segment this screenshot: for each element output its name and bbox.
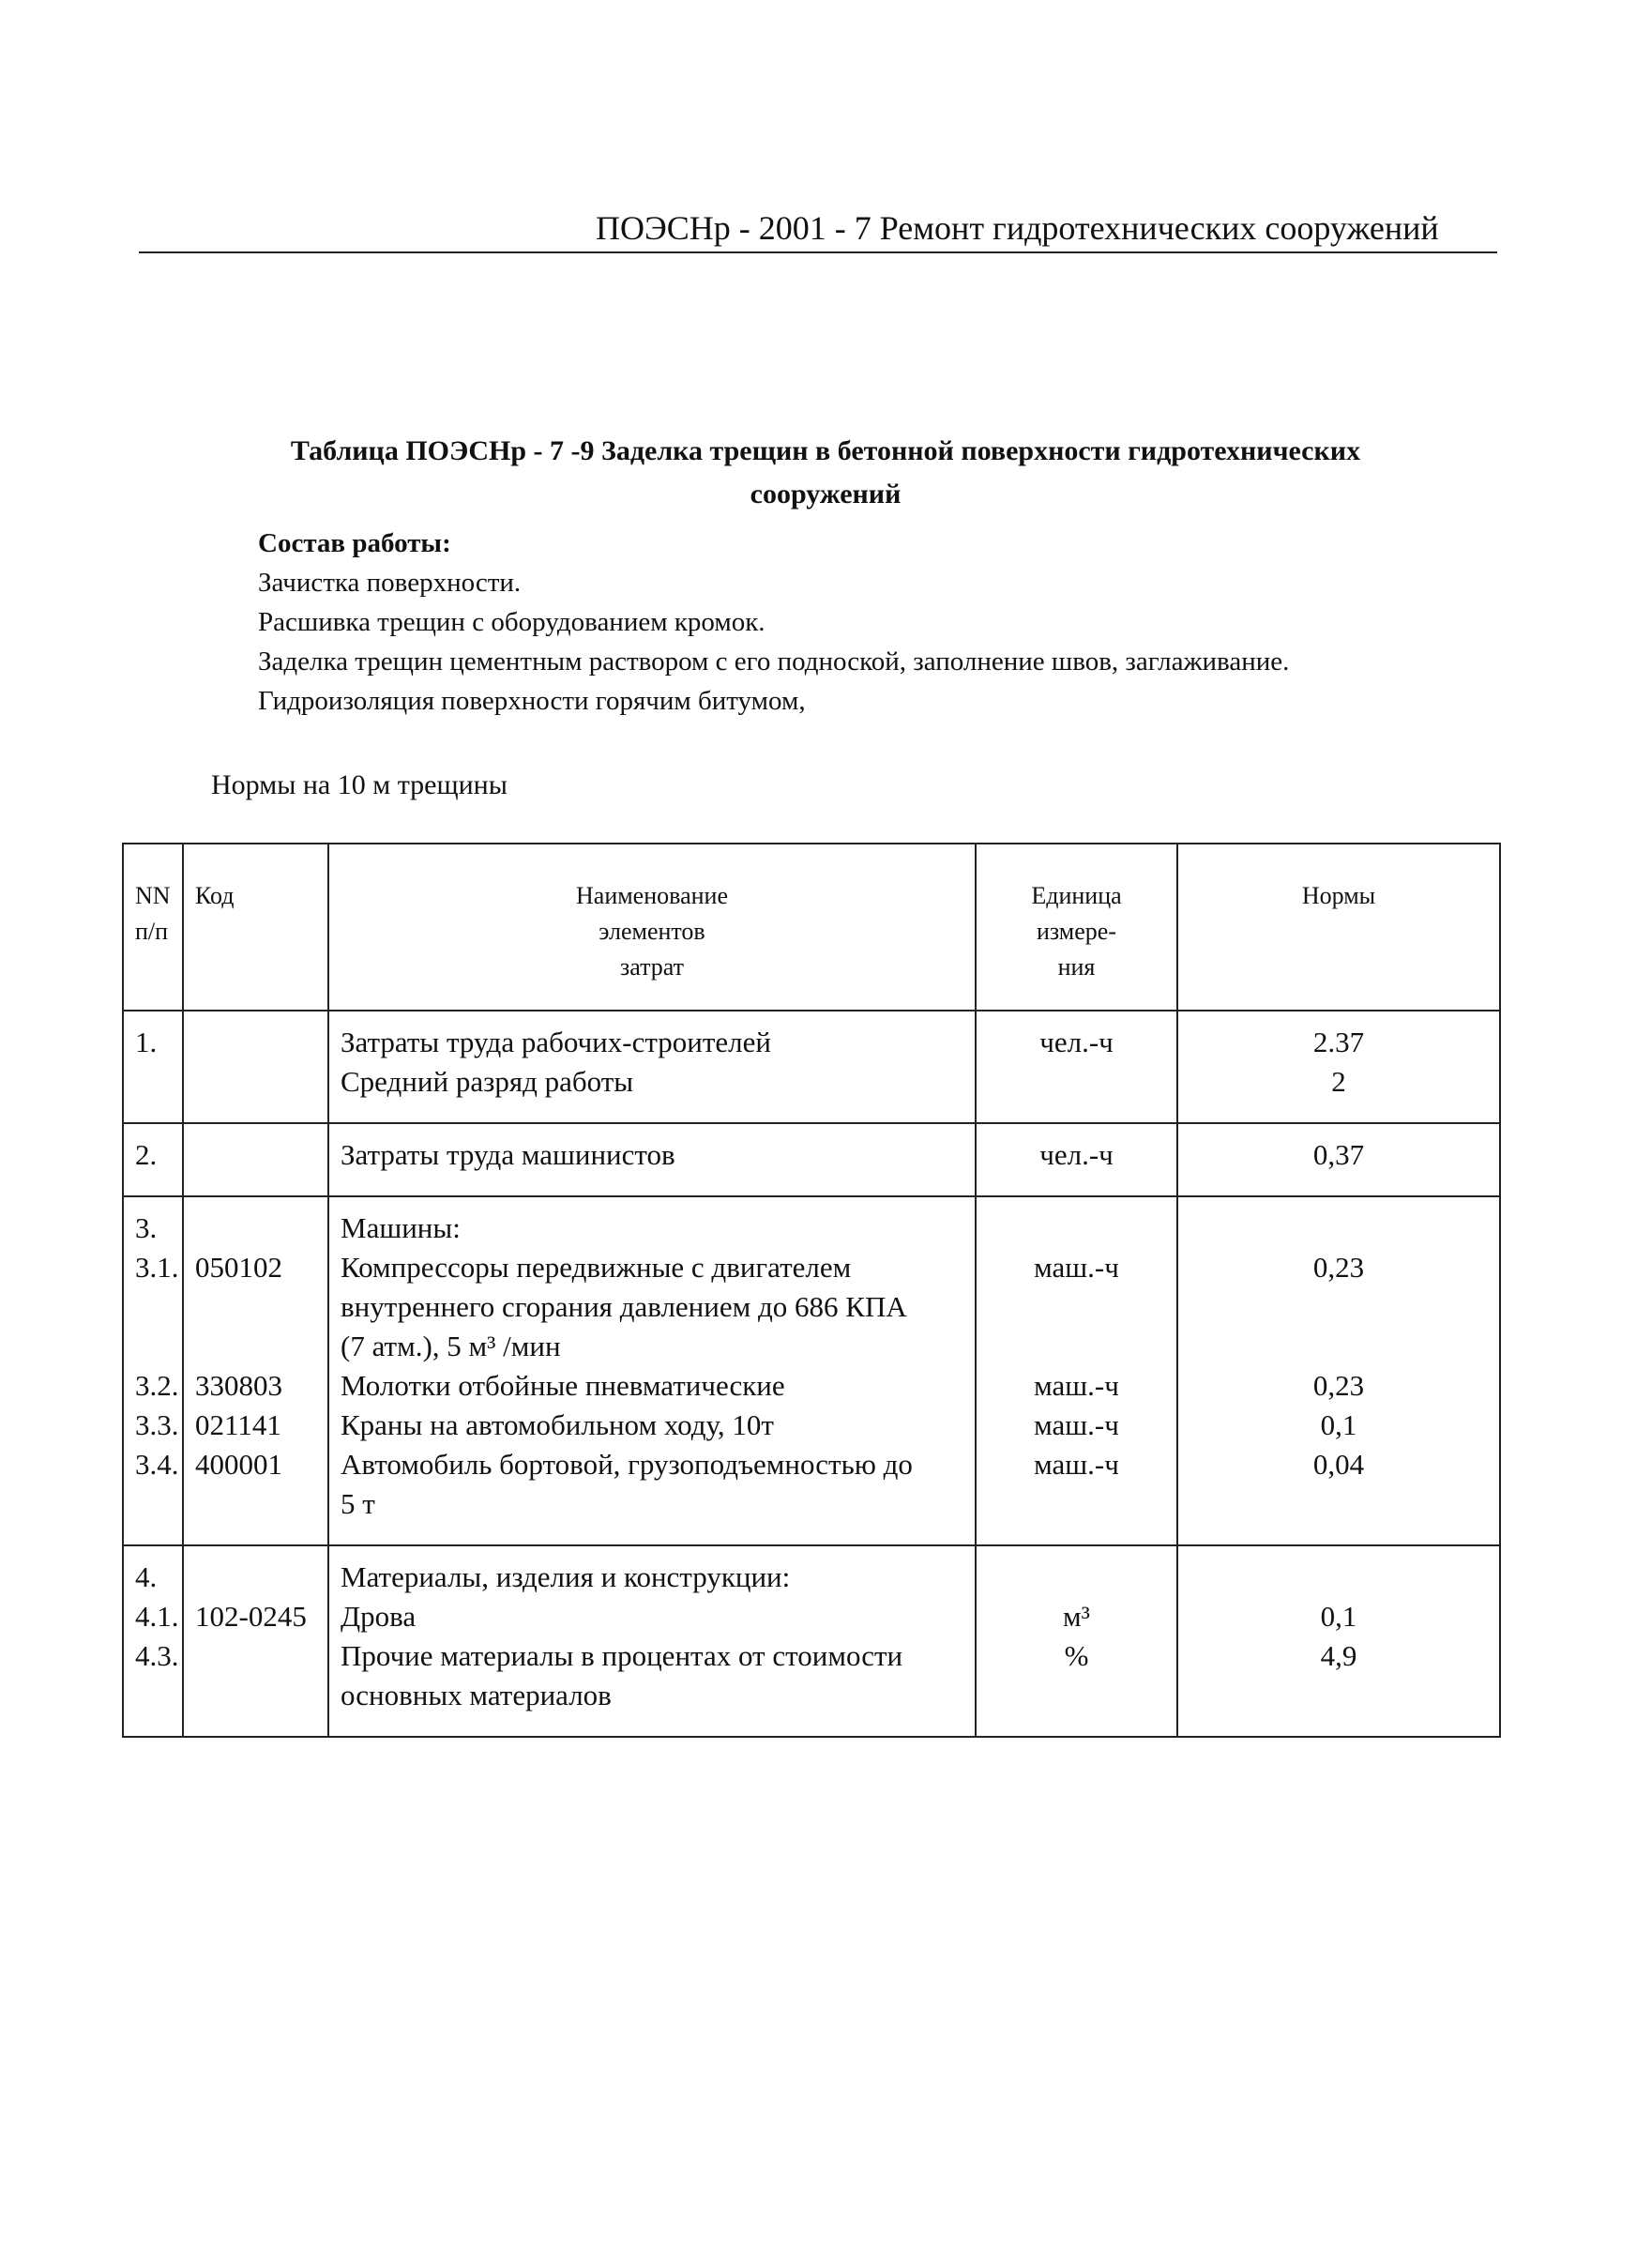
cell-line: маш.-ч <box>1034 1251 1119 1284</box>
cell-line: Автомобиль бортовой, грузоподъемностью до <box>341 1448 913 1481</box>
cell-line: 2.37 <box>1312 1026 1365 1058</box>
cell-line: Затраты труда машинистов <box>341 1138 675 1171</box>
cell-line: маш.-ч <box>1034 1369 1119 1402</box>
cell-line: Компрессоры передвижные с двигателем <box>341 1251 852 1284</box>
cell-line <box>1190 1327 1488 1366</box>
cell-line: 2. <box>135 1138 158 1171</box>
cell-line <box>195 1209 316 1248</box>
cell-line: Прочие материалы в процентах от стоимости <box>341 1639 903 1672</box>
cell-line: 0,37 <box>1312 1138 1365 1171</box>
header-line: затрат <box>619 953 685 981</box>
cell-unit <box>976 1545 1177 1737</box>
work-item: Расшивка трещин с оборудованием кромок. <box>258 607 765 637</box>
work-composition <box>258 524 1289 721</box>
column-header-norm <box>1177 844 1500 1011</box>
cell-num <box>123 1545 183 1737</box>
cell-norm <box>1177 1196 1500 1545</box>
header-line: ния <box>1057 953 1096 981</box>
cell-line: 0,23 <box>1312 1369 1365 1402</box>
cell-code <box>183 1196 328 1545</box>
table-title <box>178 430 1473 516</box>
cell-line: 5 т <box>341 1487 375 1520</box>
column-header-num <box>123 844 183 1011</box>
cell-unit <box>976 1123 1177 1196</box>
cell-line: чел.-ч <box>1039 1138 1114 1171</box>
header-line: Код <box>195 882 235 909</box>
cell-name <box>328 1123 976 1196</box>
cell-line: 102-0245 <box>195 1600 307 1633</box>
header-line: NN <box>135 882 171 909</box>
cell-line: Дрова <box>341 1600 417 1633</box>
cell-num <box>123 1011 183 1123</box>
cell-line <box>195 1327 316 1366</box>
cell-line <box>1190 1209 1488 1248</box>
cell-line <box>1190 1558 1488 1597</box>
cell-line: 2 <box>1331 1065 1346 1098</box>
cell-line <box>135 1287 171 1327</box>
table-title-line-1: Таблица ПОЭСНр - 7 -9 Заделка трещин в бетонной поверхности гидротехнических <box>290 435 1361 466</box>
cell-norm <box>1177 1123 1500 1196</box>
cell-line: основных материалов <box>341 1679 612 1711</box>
cell-name <box>328 1196 976 1545</box>
header-line: Нормы <box>1301 882 1376 909</box>
cell-line: 4.3. <box>135 1639 179 1672</box>
cell-line: 021141 <box>195 1408 281 1441</box>
table-title-line-2: сооружений <box>750 479 902 510</box>
cell-norm <box>1177 1011 1500 1123</box>
cell-line: Материалы, изделия и конструкции: <box>341 1560 791 1593</box>
cell-line: маш.-ч <box>1034 1408 1119 1441</box>
work-item: Заделка трещин цементным раствором с его подноской, заполнение швов, заглаживание. <box>258 646 1290 677</box>
header-line: измере- <box>1036 918 1116 945</box>
cell-name <box>328 1545 976 1737</box>
cell-line <box>988 1287 1165 1327</box>
header-line: п/п <box>135 918 169 945</box>
cell-unit <box>976 1011 1177 1123</box>
cell-line <box>988 1558 1165 1597</box>
cell-line: 400001 <box>195 1448 282 1481</box>
cell-line <box>988 1327 1165 1366</box>
cell-line: 1. <box>135 1026 158 1058</box>
cell-line: 0,1 <box>1320 1408 1357 1441</box>
cell-line: 0,04 <box>1312 1448 1365 1481</box>
cell-line: Молотки отбойные пневматические <box>341 1369 785 1402</box>
table-header-row <box>123 844 1500 1011</box>
cell-line: Средний разряд работы <box>341 1065 634 1098</box>
column-header-name <box>328 844 976 1011</box>
table-row <box>123 1196 1500 1545</box>
cell-num <box>123 1196 183 1545</box>
cell-line: 3. <box>135 1211 158 1244</box>
table-row <box>123 1545 1500 1737</box>
header-line: Наименование <box>576 882 728 909</box>
cell-code <box>183 1123 328 1196</box>
cell-line: 4,9 <box>1320 1639 1357 1672</box>
cell-line <box>135 1327 171 1366</box>
cell-line: 3.1. <box>135 1251 179 1284</box>
cell-line <box>988 1209 1165 1248</box>
work-item: Гидроизоляция поверхности горячим битумом, <box>258 686 806 716</box>
cell-line: Машины: <box>341 1211 461 1244</box>
cell-line: м³ <box>1063 1600 1090 1633</box>
cell-line: 3.2. <box>135 1369 179 1402</box>
cell-line <box>1190 1287 1488 1327</box>
cell-line: чел.-ч <box>1039 1026 1114 1058</box>
cell-norm <box>1177 1545 1500 1737</box>
table-row <box>123 1011 1500 1123</box>
work-item: Зачистка поверхности. <box>258 568 522 598</box>
table-row <box>123 1123 1500 1196</box>
cell-line: (7 атм.), 5 м³ /мин <box>341 1330 561 1362</box>
cell-line: 0,23 <box>1312 1251 1365 1284</box>
norms-caption: Нормы на 10 м трещины <box>211 769 508 800</box>
norms-table <box>122 843 1501 1738</box>
column-header-code <box>183 844 328 1011</box>
cell-line: 0,1 <box>1320 1600 1357 1633</box>
cell-line: 4. <box>135 1560 158 1593</box>
column-header-unit <box>976 844 1177 1011</box>
cell-line: Затраты труда рабочих-строителей <box>341 1026 771 1058</box>
cell-line: внутреннего сгорания давлением до 686 КПА <box>341 1290 907 1323</box>
cell-line <box>195 1287 316 1327</box>
cell-num <box>123 1123 183 1196</box>
cell-line: 3.4. <box>135 1448 179 1481</box>
running-header: ПОЭСНр - 2001 - 7 Ремонт гидротехнических сооружений <box>596 209 1439 247</box>
work-composition-heading: Состав работы: <box>258 528 451 558</box>
cell-line: Краны на автомобильном ходу, 10т <box>341 1408 774 1441</box>
cell-unit <box>976 1196 1177 1545</box>
cell-line: 050102 <box>195 1251 282 1284</box>
cell-name <box>328 1011 976 1123</box>
cell-line <box>195 1558 316 1597</box>
cell-line: 4.1. <box>135 1600 179 1633</box>
cell-code <box>183 1011 328 1123</box>
cell-line: 330803 <box>195 1369 282 1402</box>
header-line: элементов <box>599 918 705 945</box>
header-rule <box>139 251 1497 253</box>
cell-line: маш.-ч <box>1034 1448 1119 1481</box>
cell-line: % <box>1064 1639 1089 1672</box>
cell-line: 3.3. <box>135 1408 179 1441</box>
header-line: Единица <box>1031 882 1122 909</box>
cell-code <box>183 1545 328 1737</box>
